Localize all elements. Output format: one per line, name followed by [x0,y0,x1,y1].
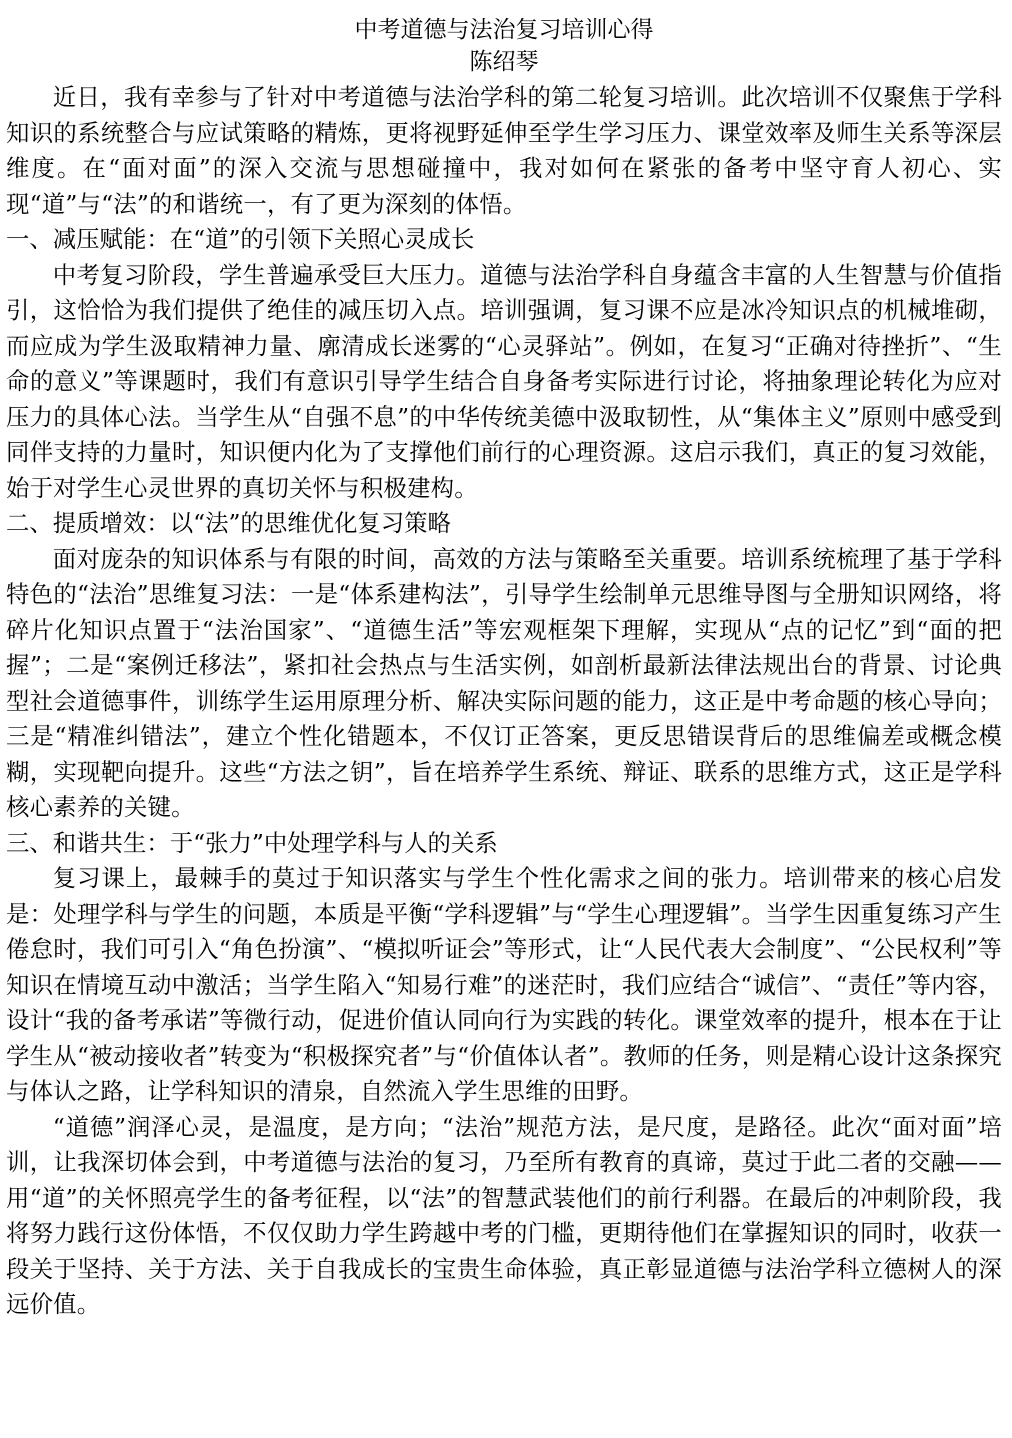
section-3-body: 复习课上，最棘手的莫过于知识落实与学生个性化需求之间的张力。培训带来的核心启发是：处理学科与学生的问题，本质是平衡“学科逻辑”与“学生心理逻辑”。当学生因重复练习产生倦怠时，我们可引入“角色扮演”、“模拟听证会”等形式，让“人民代表大会制度”、“公民权利”等知识在情境互动中激活；当学生陷入“知易行难”的迷茫时，我们应结合“诚信”、“责任”等内容，设计“我的备考承诺”等微行动，促进价值认同向行为实践的转化。课堂效率的提升，根本在于让学生从“被动接收者”转变为“积极探究者”与“价值体认者”。教师的任务，则是精心设计这条探究与体认之路，让学科知识的清泉，自然流入学生思维的田野。 [6,864,1002,1105]
section-2-heading: 二、提质增效：以“法”的思维优化复习策略 [6,509,451,537]
section-1-heading: 一、减压赋能：在“道”的引领下关照心灵成长 [6,225,475,253]
author-name: 陈绍琴 [469,49,539,75]
conclusion-paragraph: “道德”润泽心灵，是温度，是方向；“法治”规范方法，是尺度，是路径。此次“面对面”培训，让我深切体会到，中考道德与法治的复习，乃至所有教育的真谛，莫过于此二者的交融——用“道”的关怀照亮学生的备考征程，以“法”的智慧武装他们的前行利器。在最后的冲刺阶段，我将努力践行这份体悟，不仅仅助力学生跨越中考的门槛，更期待他们在掌握知识的同时，收获一段关于坚持、关于方法、关于自我成长的宝贵生命体验，真正彰显道德与法治学科立德树人的深远价值。 [6,1112,1002,1318]
section-1-body: 中考复习阶段，学生普遍承受巨大压力。道德与法治学科自身蕴含丰富的人生智慧与价值指引，这恰恰为我们提供了绝佳的减压切入点。培训强调，复习课不应是冰冷知识点的机械堆砌，而应成为学生汲取精神力量、廓清成长迷雾的“心灵驿站”。例如，在复习“正确对待挫折”、“生命的意义”等课题时，我们有意识引导学生结合自身备考实际进行讨论，将抽象理论转化为应对压力的具体心法。当学生从“自强不息”的中华传统美德中汲取韧性，从“集体主义”原则中感受到同伴支持的力量时，知识便内化为了支撑他们前行的心理资源。这启示我们，真正的复习效能，始于对学生心灵世界的真切关怀与积极建构。 [6,260,1002,502]
document-page [6,14,1002,1323]
section-2-body: 面对庞杂的知识体系与有限的时间，高效的方法与策略至关重要。培训系统梳理了基于学科特色的“法治”思维复习法：一是“体系建构法”，引导学生绘制单元思维导图与全册知识网络，将碎片化知识点置于“法治国家”、“道德生活”等宏观框架下理解，实现从“点的记忆”到“面的把握”；二是“案例迁移法”，紧扣社会热点与生活实例，如剖析最新法律法规出台的背景、讨论典型社会道德事件，训练学生运用原理分析、解决实际问题的能力，这正是中考命题的核心导向；三是“精准纠错法”，建立个性化错题本，不仅订正答案，更反思错误背后的思维偏差或概念模糊，实现靶向提升。这些“方法之钥”，旨在培养学生系统、辩证、联系的思维方式，这正是学科核心素养的关键。 [6,544,1002,821]
section-3-heading: 三、和谐共生：于“张力”中处理学科与人的关系 [6,828,498,857]
intro-paragraph: 近日，我有幸参与了针对中考道德与法治学科的第二轮复习培训。此次培训不仅聚焦于学科知识的系统整合与应试策略的精炼，更将视野延伸至学生学习压力、课堂效率及师生关系等深层维度。在“面对面”的深入交流与思想碰撞中，我对如何在紧张的备考中坚守育人初心、实现“道”与“法”的和谐统一，有了更为深刻的体悟。 [6,83,1002,218]
document-title: 中考道德与法治复习培训心得 [354,17,654,43]
